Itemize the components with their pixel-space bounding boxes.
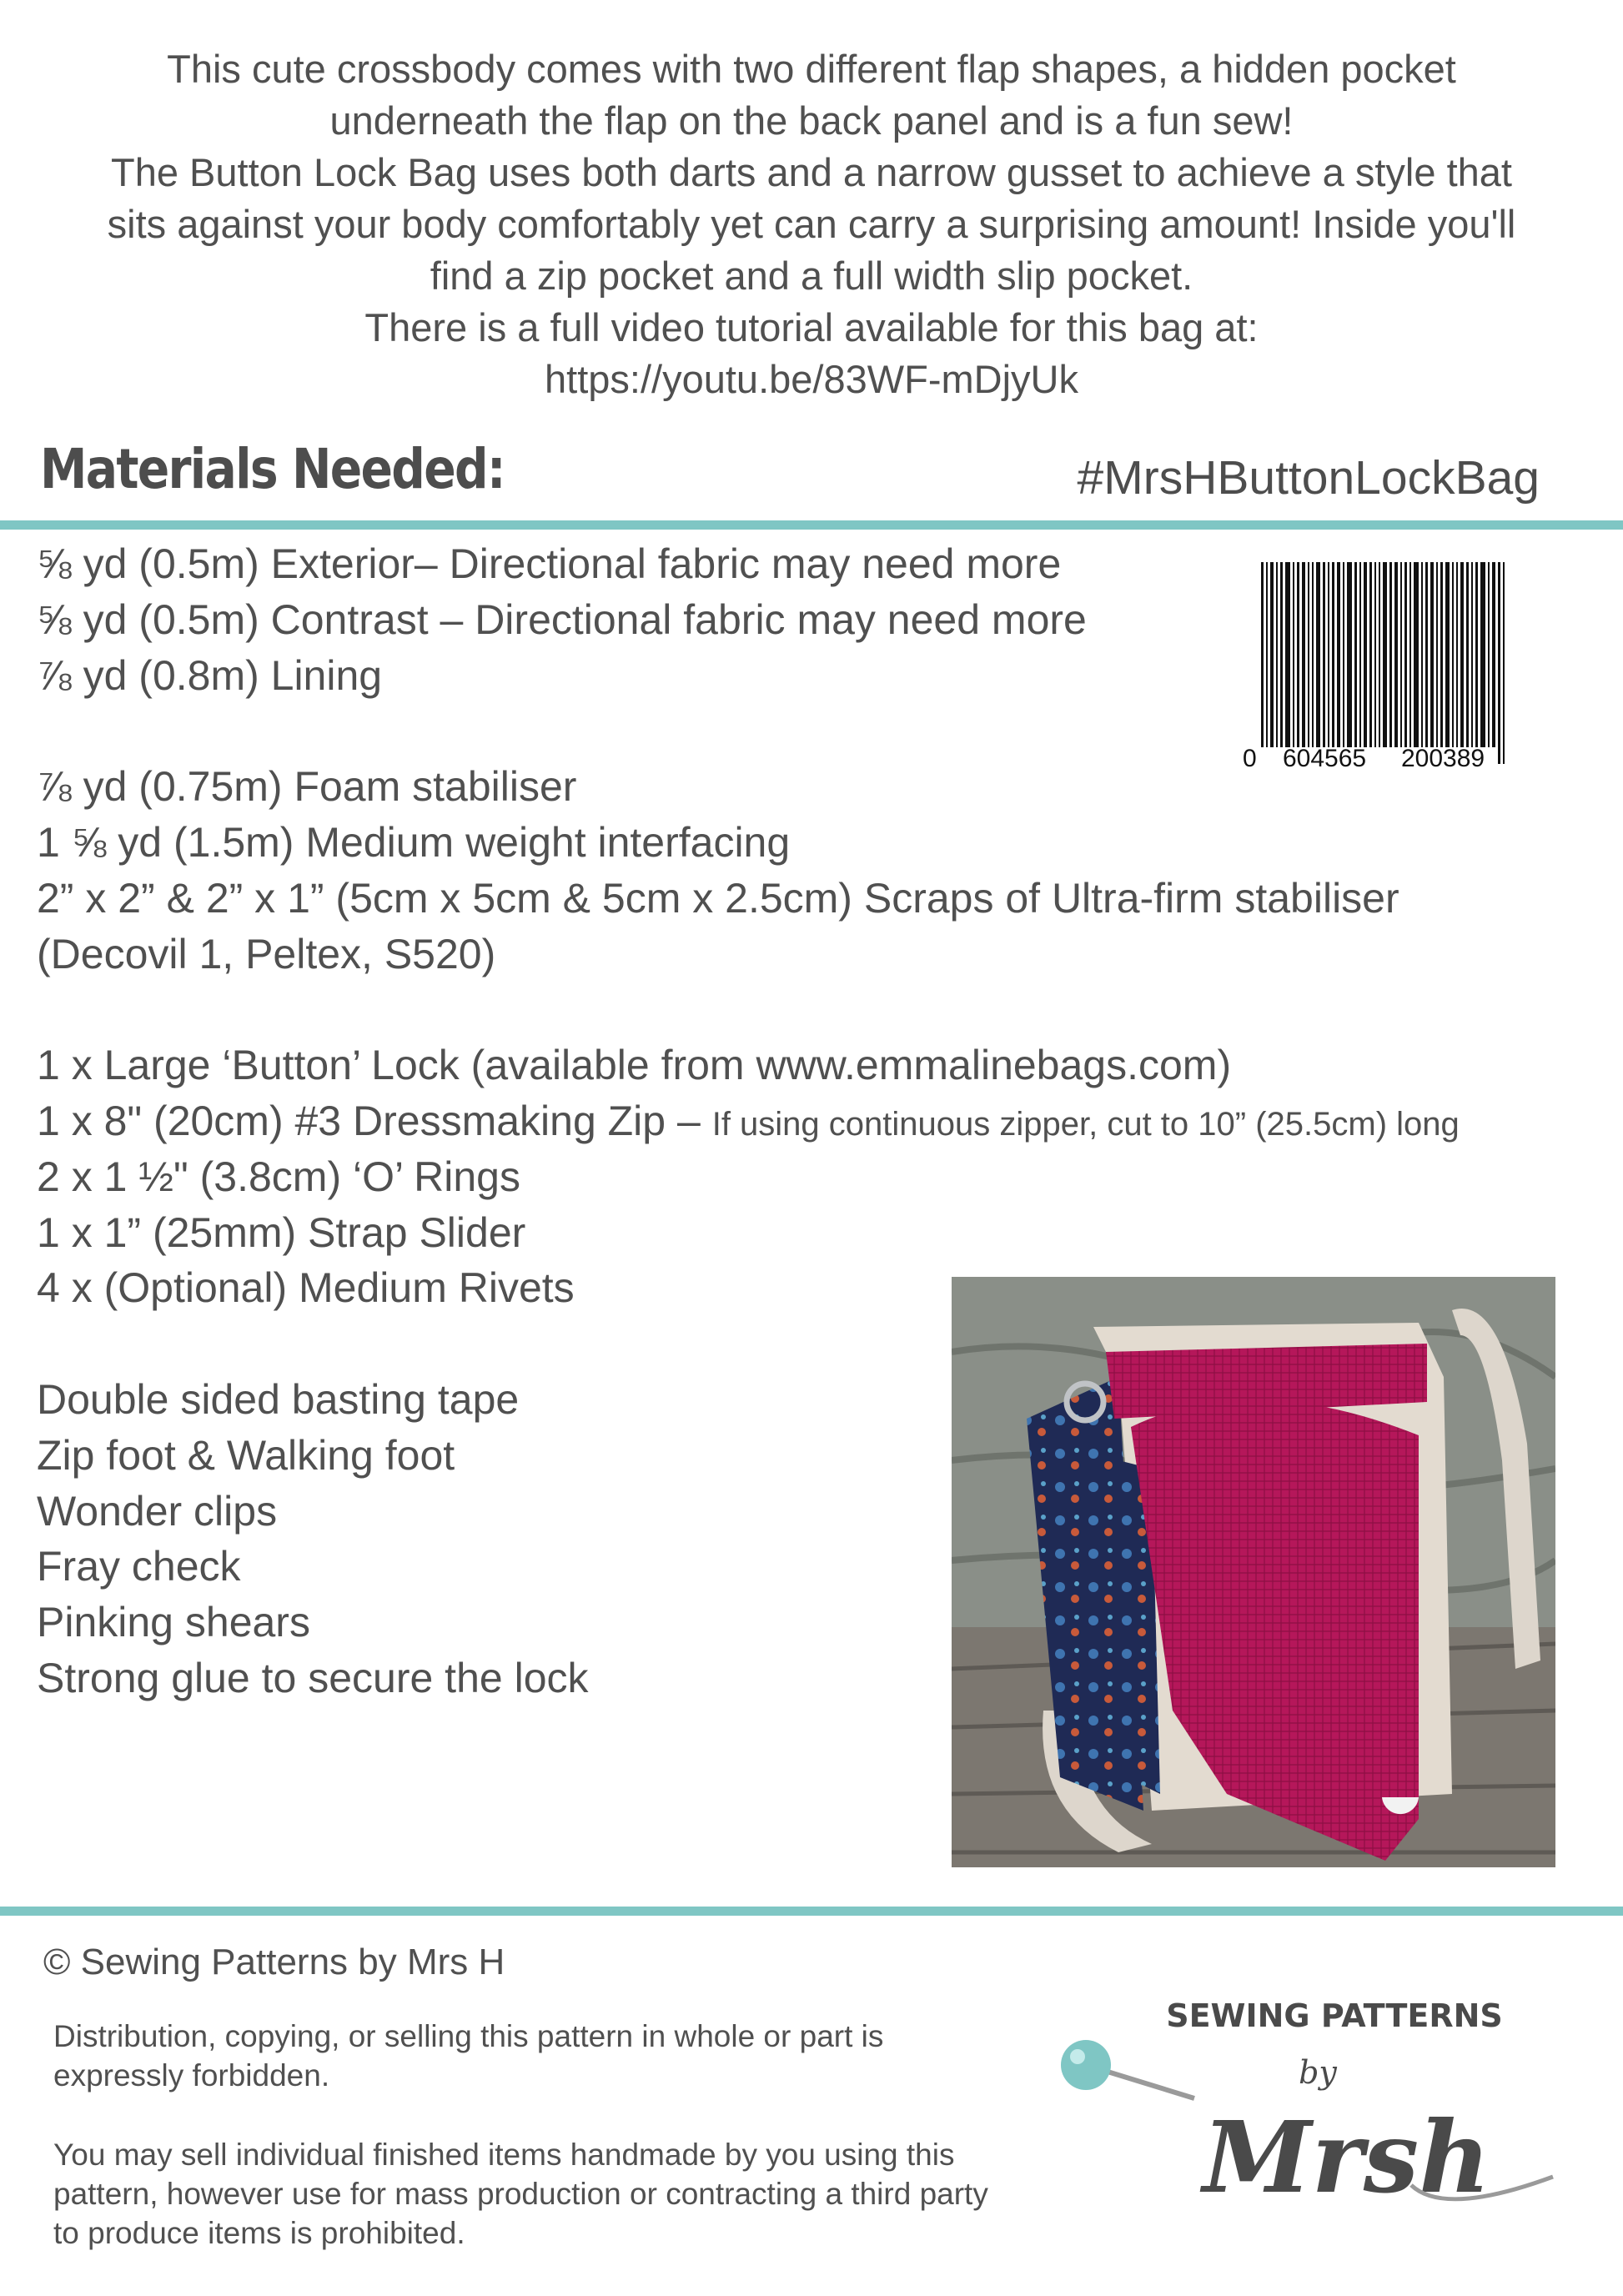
barcode-bar xyxy=(1316,562,1320,747)
barcode-bar xyxy=(1404,562,1407,747)
top-divider xyxy=(0,520,1623,530)
list-item: 2 x 1 ½" (3.8cm) ‘O’ Rings xyxy=(37,1153,520,1200)
barcode-bar xyxy=(1302,562,1305,747)
list-item: Strong glue to secure the lock xyxy=(37,1654,589,1701)
list-item: ⅞ yd (0.75m) Foam stabiliser xyxy=(37,763,577,811)
barcode-bar xyxy=(1270,562,1274,747)
barcode-bar xyxy=(1445,562,1450,747)
barcode-bar xyxy=(1456,562,1458,747)
legal-text xyxy=(53,2017,1021,2293)
barcode-bar xyxy=(1498,562,1500,764)
barcode-bar xyxy=(1394,562,1398,747)
logo-title: SEWING PATTERNS xyxy=(1166,1997,1503,2034)
list-spacer xyxy=(37,982,1605,1037)
intro-line: There is a full video tutorial available for this bag at: xyxy=(364,305,1259,349)
barcode-bar xyxy=(1452,562,1454,747)
list-item: ⅞ yd (0.8m) Lining xyxy=(37,651,383,699)
barcode-bar xyxy=(1293,562,1294,747)
barcode-bar xyxy=(1421,562,1423,747)
barcode-bar xyxy=(1337,562,1340,747)
barcode-bar xyxy=(1475,562,1478,747)
barcode-bar xyxy=(1389,562,1392,764)
barcode-digits-right: 200389 xyxy=(1401,745,1485,772)
barcode-bar xyxy=(1261,562,1264,764)
barcode-bar xyxy=(1383,562,1387,764)
intro-text xyxy=(33,43,1590,405)
intro-line: sits against your body comfortably yet can carry a surprising amount! Inside you'll xyxy=(107,202,1516,246)
barcode-bar xyxy=(1460,562,1464,747)
bag-photo xyxy=(952,1277,1555,1867)
barcode-bar xyxy=(1285,562,1290,747)
barcode-bar xyxy=(1374,562,1376,747)
barcode-bar xyxy=(1466,562,1469,747)
logo-script: Mrsh xyxy=(1203,2099,1491,2215)
list-item: Fray check xyxy=(37,1543,241,1590)
barcode-bar xyxy=(1471,562,1473,747)
bottom-divider xyxy=(0,1907,1623,1916)
logo-by: by xyxy=(1299,2054,1337,2091)
barcode xyxy=(1243,562,1523,772)
barcode-bar xyxy=(1328,562,1329,747)
barcode-bar xyxy=(1492,562,1495,747)
list-item: 2” x 2” & 2” x 1” (5cm x 5cm & 5cm x 2.5cm) Scraps of Ultra-firm stabiliser xyxy=(37,874,1399,922)
barcode-bar xyxy=(1488,562,1490,747)
barcode-bar xyxy=(1400,562,1402,747)
barcode-bar xyxy=(1440,562,1443,747)
barcode-bar xyxy=(1414,562,1419,747)
list-item: Double sided basting tape xyxy=(37,1375,520,1423)
list-item: 1 x Large ‘Button’ Lock (available from www.emmalinebags.com) xyxy=(37,1042,1232,1089)
barcode-bar xyxy=(1425,562,1428,747)
barcode-bar xyxy=(1409,562,1411,747)
list-item-zip xyxy=(37,1093,1605,1149)
intro-line: find a zip pocket and a full width slip pocket. xyxy=(430,254,1193,298)
intro-line: This cute crossbody comes with two different flap shapes, a hidden pocket xyxy=(167,47,1456,91)
list-item: ⅝ yd (0.5m) Exterior– Directional fabric may need more xyxy=(37,540,1062,587)
barcode-bar xyxy=(1347,562,1352,747)
barcode-bar xyxy=(1354,562,1357,747)
list-item: (Decovil 1, Peltex, S520) xyxy=(37,930,496,977)
barcode-bar xyxy=(1297,562,1299,747)
legal-paragraph: Distribution, copying, or selling this pattern in whole or part is expressly forbidden. xyxy=(53,2019,884,2093)
list-item: 1 ⅝ yd (1.5m) Medium weight interfacing xyxy=(37,818,791,866)
barcode-bar xyxy=(1480,562,1485,747)
zip-label: 1 x 8" (20cm) #3 Dressmaking Zip – xyxy=(37,1097,712,1144)
barcode-bar xyxy=(1312,562,1314,747)
list-item: ⅝ yd (0.5m) Contrast – Directional fabric may need more xyxy=(37,595,1087,643)
sewing-patterns-logo xyxy=(1053,1992,1570,2233)
barcode-digits-mid: 604565 xyxy=(1283,745,1367,772)
barcode-bar xyxy=(1276,562,1278,747)
list-item: 1 x 1” (25mm) Strap Slider xyxy=(37,1208,526,1256)
intro-line: underneath the flap on the back panel and is a fun sew! xyxy=(329,98,1294,143)
barcode-digit-left: 0 xyxy=(1243,745,1257,772)
barcode-bar xyxy=(1379,562,1380,747)
list-item: Wonder clips xyxy=(37,1487,278,1535)
video-link[interactable]: https://youtu.be/83WF-mDjyUk xyxy=(545,357,1078,401)
barcode-bar xyxy=(1364,562,1367,747)
copyright: © Sewing Patterns by Mrs H xyxy=(43,1942,505,1982)
barcode-bar xyxy=(1503,562,1505,764)
pin-head-icon xyxy=(1061,2040,1111,2090)
barcode-bar xyxy=(1369,562,1372,747)
list-item: 4 x (Optional) Medium Rivets xyxy=(37,1264,575,1312)
intro-line: The Button Lock Bag uses both darts and a narrow gusset to achieve a style that xyxy=(111,150,1512,194)
legal-paragraph: You may sell individual finished items handmade by you using this pattern, however use for mass production or contracting a third party to produce items is prohibited. xyxy=(53,2138,988,2250)
barcode-bar xyxy=(1359,562,1361,747)
barcode-bar xyxy=(1436,562,1438,747)
hashtag: #MrsHButtonLockBag xyxy=(1077,451,1540,505)
zip-note: If using continuous zipper, cut to 10” (25.5cm) long xyxy=(711,1105,1460,1143)
barcode-bar xyxy=(1323,562,1325,747)
barcode-bar xyxy=(1332,562,1334,747)
materials-heading: Materials Needed: xyxy=(40,437,505,501)
list-item: Zip foot & Walking foot xyxy=(37,1431,455,1479)
barcode-bar xyxy=(1308,562,1309,747)
barcode-bar xyxy=(1343,562,1344,747)
barcode-bar xyxy=(1430,562,1434,747)
list-item: Pinking shears xyxy=(37,1599,310,1646)
barcode-bar xyxy=(1280,562,1283,747)
barcode-bar xyxy=(1266,562,1268,764)
